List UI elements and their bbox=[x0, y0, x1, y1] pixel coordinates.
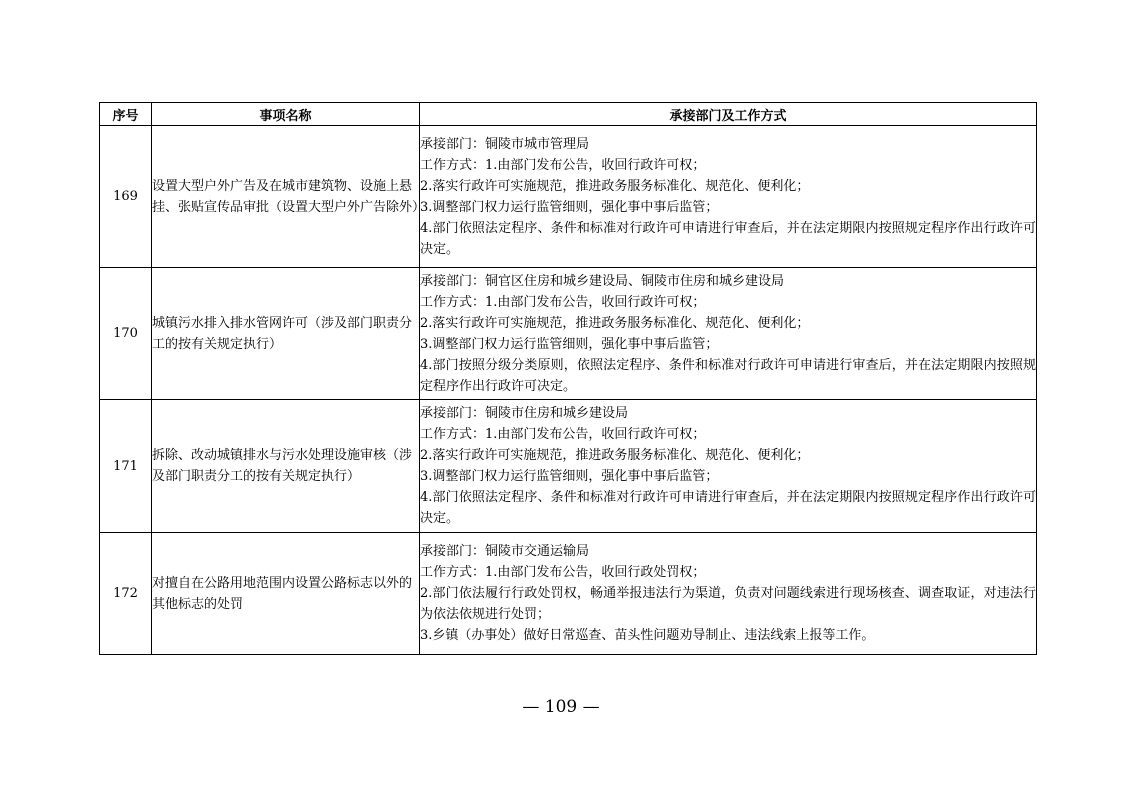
method-line: 3.乡镇（办事处）做好日常巡查、苗头性问题劝导制止、违法线索上报等工作。 bbox=[420, 628, 875, 643]
method-line: 4.部门依照法定程序、条件和标准对行政许可申请进行审查后，并在法定期限内按照规定程序作出行政许可决定。 bbox=[420, 220, 1036, 257]
table-header-row bbox=[100, 103, 1037, 126]
method-line: 3.调整部门权力运行监管细则，强化事中事后监管； bbox=[420, 469, 719, 484]
method-line: 2.落实行政许可实施规范，推进政务服务标准化、规范化、便利化； bbox=[420, 448, 810, 463]
department-method bbox=[420, 533, 1037, 655]
method-line: 3.调整部门权力运行监管细则，强化事中事后监管； bbox=[420, 199, 719, 215]
method-line: 工作方式：1.由部门发布公告，收回行政许可权； bbox=[420, 294, 706, 310]
department-line: 承接部门：铜陵市住房和城乡建设局 bbox=[420, 406, 629, 421]
method-line: 2.部门依法履行行政处罚权，畅通举报违法行为渠道，负责对问题线索进行现场核查、调查取证，对违法行为依法依规进行处罚； bbox=[420, 586, 1036, 622]
method-line: 工作方式：1.由部门发布公告，收回行政处罚权； bbox=[420, 565, 706, 580]
department-line: 承接部门：铜官区住房和城乡建设局、铜陵市住房和城乡建设局 bbox=[420, 273, 785, 289]
method-line: 2.落实行政许可实施规范，推进政务服务标准化、规范化、便利化； bbox=[420, 178, 810, 194]
page-number: — 109 — bbox=[522, 697, 600, 717]
header-item-name: 事项名称 bbox=[152, 103, 420, 126]
row-number: 170 bbox=[100, 268, 152, 400]
table-row bbox=[100, 268, 1037, 400]
item-name: 城镇污水排入排水管网许可（涉及部门职责分工的按有关规定执行） bbox=[152, 268, 420, 400]
method-line: 4.部门依照法定程序、条件和标准对行政许可申请进行审查后，并在法定期限内按照规定程序作出行政许可决定。 bbox=[420, 490, 1036, 526]
department-method bbox=[420, 268, 1037, 400]
department-line: 承接部门：铜陵市城市管理局 bbox=[420, 136, 590, 152]
method-line: 4.部门按照分级分类原则，依照法定程序、条件和标准对行政许可申请进行审查后，并在法定期限内按照规定程序作出行政许可决定。 bbox=[420, 357, 1036, 394]
row-number: 172 bbox=[100, 533, 152, 655]
table-row bbox=[100, 533, 1037, 655]
department-line: 承接部门：铜陵市交通运输局 bbox=[420, 544, 590, 559]
department-method bbox=[420, 126, 1037, 268]
header-department-method: 承接部门及工作方式 bbox=[420, 103, 1037, 126]
item-name: 设置大型户外广告及在城市建筑物、设施上悬挂、张贴宣传品审批（设置大型户外广告除外） bbox=[152, 126, 420, 268]
header-serial-number: 序号 bbox=[100, 103, 152, 126]
table-row bbox=[100, 400, 1037, 533]
method-line: 3.调整部门权力运行监管细则，强化事中事后监管； bbox=[420, 336, 719, 352]
item-name: 拆除、改动城镇排水与污水处理设施审核（涉及部门职责分工的按有关规定执行） bbox=[152, 400, 420, 533]
table-row bbox=[100, 126, 1037, 268]
item-name: 对擅自在公路用地范围内设置公路标志以外的其他标志的处罚 bbox=[152, 533, 420, 655]
department-method bbox=[420, 400, 1037, 533]
row-number: 171 bbox=[100, 400, 152, 533]
row-number: 169 bbox=[100, 126, 152, 268]
items-table bbox=[99, 102, 1037, 655]
method-line: 2.落实行政许可实施规范，推进政务服务标准化、规范化、便利化； bbox=[420, 315, 810, 331]
method-line: 工作方式：1.由部门发布公告，收回行政许可权； bbox=[420, 427, 706, 442]
method-line: 工作方式：1.由部门发布公告，收回行政许可权； bbox=[420, 157, 706, 173]
